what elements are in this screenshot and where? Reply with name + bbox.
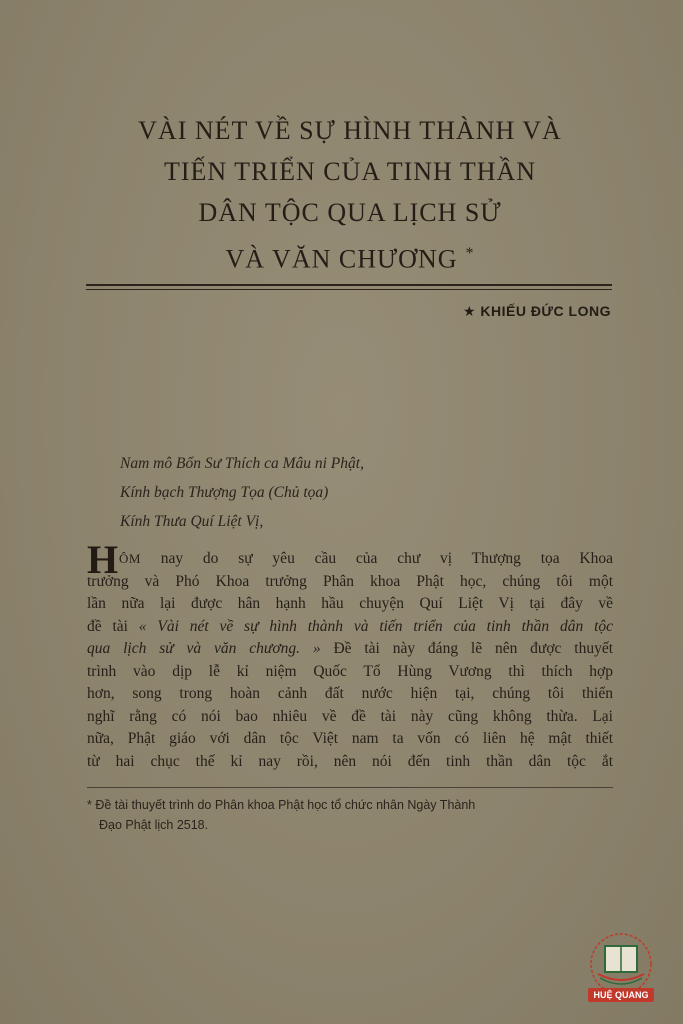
- body-line-9: nữa, Phật giáo với dân tộc Việt nam ta vốn có liên hệ mật thiết: [87, 730, 613, 747]
- title-rule-thin: [86, 289, 612, 290]
- title-rule-thick: [86, 284, 612, 286]
- salutation-line-2: Kính bạch Thượng Tọa (Chủ tọa): [120, 484, 329, 501]
- title-footnote-mark: *: [465, 245, 475, 262]
- logo-label: HUỆ QUANG: [588, 988, 654, 1002]
- article-title: [60, 110, 640, 280]
- body-line-4: [87, 616, 613, 639]
- body-line-1-text: nay do sự yêu cầu của chư vị Thượng tọa Khoa: [160, 550, 614, 567]
- footnote-line-2: Đạo Phật lịch 2518.: [99, 818, 209, 832]
- body-text: [87, 548, 613, 773]
- body-line-5: [87, 638, 613, 661]
- body-line-10: từ hai chục thế kỉ nay rồi, nên nói đến tinh thần dân tộc ắt: [87, 752, 613, 770]
- footnote-line-1: * Đề tài thuyết trình do Phân khoa Phật học tổ chức nhân Ngày Thành: [87, 798, 476, 812]
- footnote: [87, 795, 613, 835]
- body-line-6: trình vào dịp lễ kỉ niệm Quốc Tổ Hùng Vương thì thích hợp: [87, 662, 613, 680]
- title-line-3: DÂN TỘC QUA LỊCH SỬ: [198, 198, 502, 227]
- author-byline: ★ KHIẾU ĐỨC LONG: [462, 303, 611, 319]
- salutation-line-3: Kính Thưa Quí Liệt Vị,: [120, 513, 264, 530]
- cap-word: ÔM: [119, 551, 141, 566]
- title-line-2: TIẾN TRIỂN CỦA TINH THẦN: [163, 157, 537, 186]
- body-line-7: hơn, song trong hoàn cảnh đất nước hiện tại, chúng tôi thiển: [87, 685, 613, 702]
- body-line-8: nghĩ rằng có nói bao nhiêu về đề tài này cũng không thừa. Lại: [87, 707, 613, 725]
- salutation-line-1: Nam mô Bổn Sư Thích ca Mâu ni Phật,: [120, 455, 364, 472]
- body-line-3: lần nữa lại được hân hạnh hầu chuyện Quí Liệt Vị tại đây về: [87, 595, 613, 612]
- body-line-4-prefix: đề tài: [87, 617, 128, 635]
- drop-cap: H: [87, 537, 119, 582]
- body-line-5-italic: qua lịch sử và văn chương. »: [87, 640, 321, 657]
- title-line-1: VÀI NÉT VỀ SỰ HÌNH THÀNH VÀ: [138, 116, 562, 145]
- footnote-rule: [87, 787, 613, 788]
- body-line-5-text: Đề tài này đáng lẽ nên được thuyết: [333, 640, 614, 657]
- body-line-4-italic: « Vài nét về sự hình thành và tiến triển của tinh thần dân tộc: [138, 617, 614, 635]
- salutation: [120, 449, 364, 536]
- body-line-2: trưởng và Phó Khoa trưởng Phân khoa Phật học, chúng tôi một: [87, 572, 613, 590]
- title-line-4-text: VÀ VĂN CHƯƠNG: [225, 244, 458, 274]
- body-line-1: [87, 548, 613, 571]
- title-line-4: [60, 233, 640, 280]
